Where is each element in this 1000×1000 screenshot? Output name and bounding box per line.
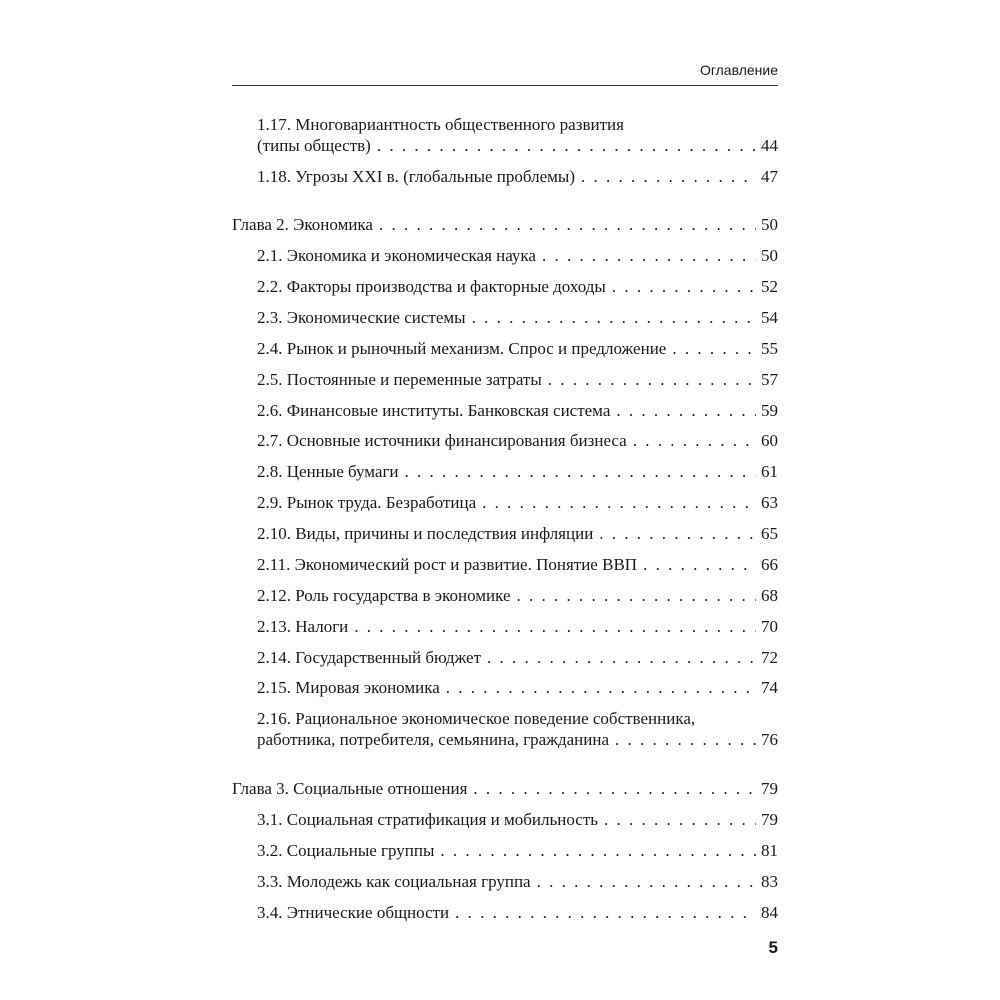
toc-entry-2-7[interactable] bbox=[257, 431, 778, 451]
dot-leader bbox=[482, 493, 756, 513]
toc-page-number: 55 bbox=[761, 339, 778, 358]
toc-page-number: 84 bbox=[761, 903, 778, 922]
toc-entry-title: 3.2. Социальные группы bbox=[257, 841, 435, 860]
toc-page-number: 70 bbox=[761, 617, 778, 636]
toc-entry-1-18[interactable] bbox=[257, 167, 778, 187]
toc-entry-2-14[interactable] bbox=[257, 648, 778, 668]
dot-leader bbox=[446, 678, 756, 698]
dot-leader bbox=[542, 246, 756, 266]
dot-leader bbox=[405, 462, 756, 482]
toc-page-number: 50 bbox=[761, 246, 778, 265]
toc-entry-2-2[interactable] bbox=[257, 277, 778, 297]
toc-entry-3-2[interactable] bbox=[257, 841, 778, 861]
toc-page-number: 66 bbox=[761, 555, 778, 574]
dot-leader bbox=[377, 136, 756, 156]
dot-leader bbox=[615, 730, 756, 750]
toc-entry-title: 2.11. Экономический рост и развитие. Понятие ВВП bbox=[257, 555, 638, 574]
toc-entry-2-6[interactable] bbox=[257, 401, 778, 421]
toc-entry-title: 2.2. Факторы производства и факторные доходы bbox=[257, 277, 606, 296]
dot-leader bbox=[455, 903, 756, 923]
toc-page-number: 79 bbox=[761, 810, 778, 829]
page-number: 5 bbox=[768, 938, 778, 957]
dot-leader bbox=[643, 555, 756, 575]
dot-leader bbox=[633, 431, 756, 451]
toc-entry-title: 2.13. Налоги bbox=[257, 617, 349, 636]
toc-page-number: 44 bbox=[761, 136, 778, 155]
toc-entry-1-17-line1[interactable] bbox=[257, 115, 778, 135]
toc-entry-title: 2.9. Рынок труда. Безработица bbox=[257, 493, 477, 512]
toc-entry-2-15[interactable] bbox=[257, 678, 778, 698]
toc-entry-title: 2.8. Ценные бумаги bbox=[257, 462, 399, 481]
toc-page-number: 57 bbox=[761, 370, 778, 389]
dot-leader bbox=[672, 339, 756, 359]
toc-page-number: 63 bbox=[761, 493, 778, 512]
toc-entry-title: 2.15. Мировая экономика bbox=[257, 678, 440, 697]
dot-leader bbox=[487, 648, 756, 668]
dot-leader bbox=[599, 524, 756, 544]
toc-entry-title: 2.10. Виды, причины и последствия инфляции bbox=[257, 524, 594, 543]
toc-entry-2-11[interactable] bbox=[257, 555, 778, 575]
toc-page-number: 68 bbox=[761, 586, 778, 605]
toc-chapter-2[interactable] bbox=[232, 215, 778, 235]
toc-entry-2-3[interactable] bbox=[257, 308, 778, 328]
toc-page-number: 79 bbox=[761, 779, 778, 798]
toc-chapter-title: Глава 3. Социальные отношения bbox=[232, 779, 468, 798]
toc-entry-title: работника, потребителя, семьянина, гражданина bbox=[257, 730, 609, 749]
toc-entry-2-9[interactable] bbox=[257, 493, 778, 513]
toc-entry-title: 1.17. Многовариантность общественного развития bbox=[257, 115, 624, 134]
dot-leader bbox=[440, 841, 756, 861]
toc-entry-title: 3.4. Этнические общности bbox=[257, 903, 450, 922]
toc-entry-title: (типы обществ) bbox=[257, 136, 371, 155]
toc-entry-2-13[interactable] bbox=[257, 617, 778, 637]
toc-entry-2-12[interactable] bbox=[257, 586, 778, 606]
toc-entry-title: 2.12. Роль государства в экономике bbox=[257, 586, 511, 605]
toc-chapter-title: Глава 2. Экономика bbox=[232, 215, 373, 234]
toc-entry-2-10[interactable] bbox=[257, 524, 778, 544]
toc-page-number: 65 bbox=[761, 524, 778, 543]
toc-page-number: 59 bbox=[761, 401, 778, 420]
toc-entry-2-5[interactable] bbox=[257, 370, 778, 390]
running-head: Оглавление bbox=[699, 62, 778, 78]
toc-page-number: 60 bbox=[761, 431, 778, 450]
toc-page-number: 52 bbox=[761, 277, 778, 296]
dot-leader bbox=[472, 308, 756, 328]
toc-entry-2-16[interactable] bbox=[257, 730, 778, 750]
toc-entry-2-4[interactable] bbox=[257, 339, 778, 359]
dot-leader bbox=[604, 810, 756, 830]
toc-entry-title: 2.14. Государственный бюджет bbox=[257, 648, 481, 667]
toc-chapter-3[interactable] bbox=[232, 779, 778, 799]
toc-entry-title: 3.3. Молодежь как социальная группа bbox=[257, 872, 531, 891]
toc-page-number: 83 bbox=[761, 872, 778, 891]
toc-entry-2-16-line1[interactable] bbox=[257, 709, 778, 729]
header-rule bbox=[232, 85, 778, 86]
dot-leader bbox=[517, 586, 756, 606]
dot-leader bbox=[354, 617, 756, 637]
toc-entry-3-1[interactable] bbox=[257, 810, 778, 830]
toc-entry-title: 3.1. Социальная стратификация и мобильность bbox=[257, 810, 599, 829]
toc-page-number: 72 bbox=[761, 648, 778, 667]
toc-entry-3-3[interactable] bbox=[257, 872, 778, 892]
toc-entry-title: 2.4. Рынок и рыночный механизм. Спрос и предложение bbox=[257, 339, 667, 358]
toc-page-number: 81 bbox=[761, 841, 778, 860]
toc-entry-title: 2.5. Постоянные и переменные затраты bbox=[257, 370, 542, 389]
toc-page-number: 47 bbox=[761, 167, 778, 186]
toc-entry-title: 2.3. Экономические системы bbox=[257, 308, 466, 327]
toc-page-number: 61 bbox=[761, 462, 778, 481]
toc-entry-2-8[interactable] bbox=[257, 462, 778, 482]
dot-leader bbox=[612, 277, 756, 297]
toc-entry-2-1[interactable] bbox=[257, 246, 778, 266]
toc-entry-3-4[interactable] bbox=[257, 903, 778, 923]
toc-entry-1-17[interactable] bbox=[257, 136, 778, 156]
toc-entry-title: 2.7. Основные источники финансирования бизнеса bbox=[257, 431, 627, 450]
dot-leader bbox=[616, 401, 756, 421]
dot-leader bbox=[537, 872, 756, 892]
toc-entry-title: 2.1. Экономика и экономическая наука bbox=[257, 246, 536, 265]
dot-leader bbox=[473, 779, 756, 799]
dot-leader bbox=[548, 370, 756, 390]
toc-page-number: 74 bbox=[761, 678, 778, 697]
toc-entry-title: 2.16. Рациональное экономическое поведение собственника, bbox=[257, 709, 696, 728]
toc-page-number: 50 bbox=[761, 215, 778, 234]
toc-page-number: 54 bbox=[761, 308, 778, 327]
dot-leader bbox=[379, 215, 756, 235]
toc-entry-title: 1.18. Угрозы XXI в. (глобальные проблемы) bbox=[257, 167, 575, 186]
toc-entry-title: 2.6. Финансовые институты. Банковская система bbox=[257, 401, 611, 420]
toc-page-number: 76 bbox=[761, 730, 778, 749]
dot-leader bbox=[581, 167, 756, 187]
